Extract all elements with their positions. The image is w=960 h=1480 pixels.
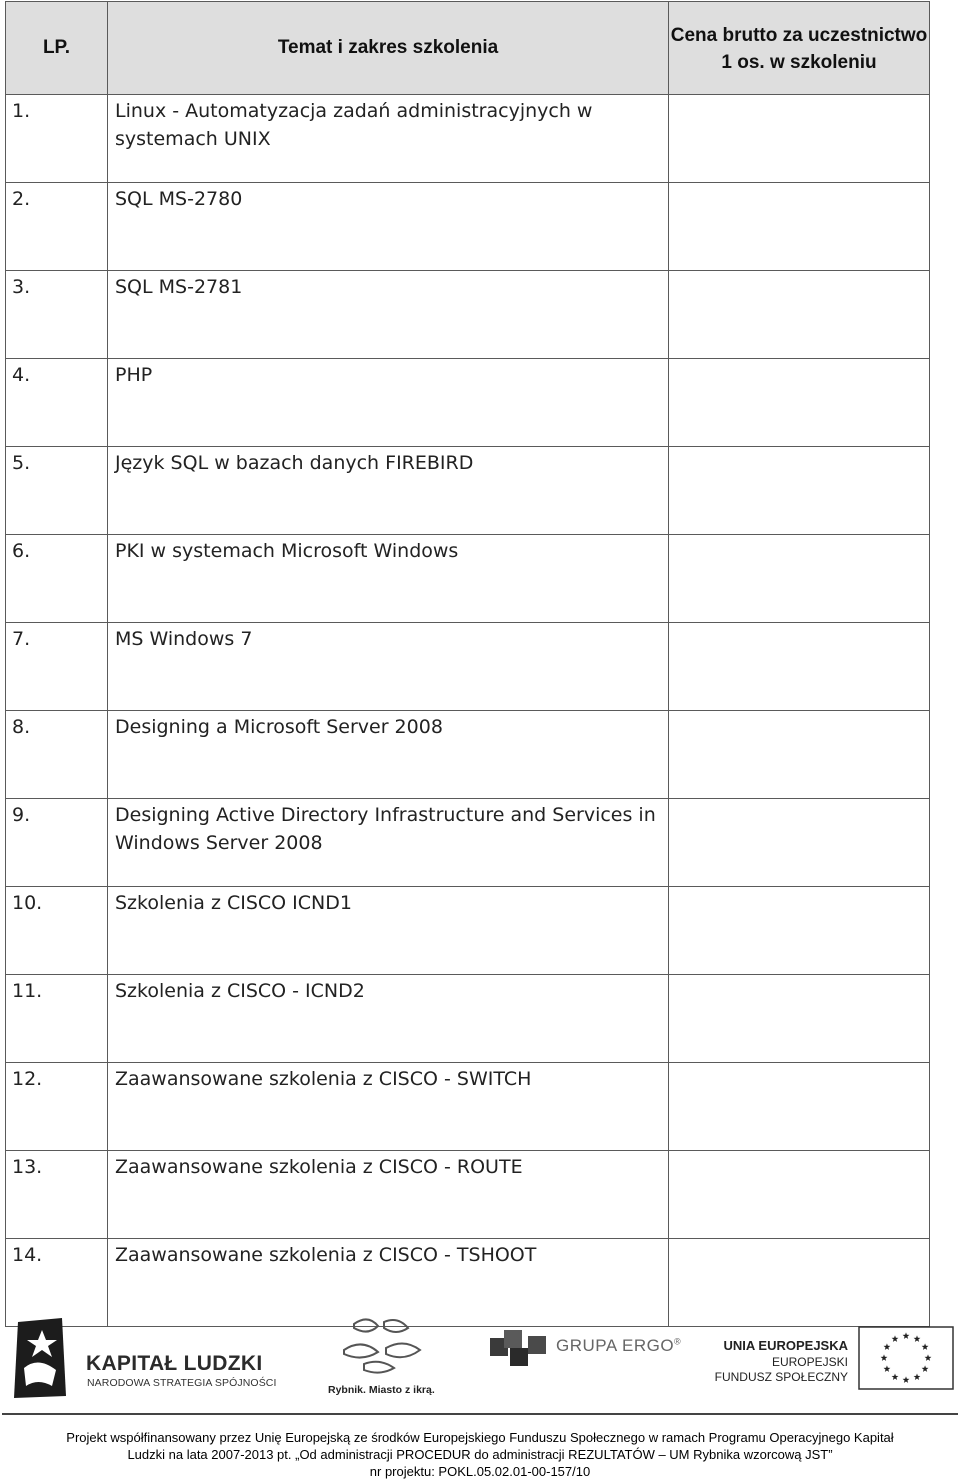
row-number: 14. [6,1239,108,1327]
ergo-cubes-icon [488,1328,552,1370]
table-row [6,271,930,359]
table-header-row [6,2,930,95]
grupa-ergo-name [556,1336,681,1356]
row-price [669,887,930,975]
row-number: 10. [6,887,108,975]
row-number: 5. [6,447,108,535]
kapital-ludzki-subtitle: NARODOWA STRATEGIA SPÓJNOŚCI [87,1377,277,1389]
row-price [669,623,930,711]
row-topic: Zaawansowane szkolenia z CISCO - SWITCH [108,1063,669,1151]
row-number: 8. [6,711,108,799]
row-price [669,975,930,1063]
row-topic: SQL MS-2780 [108,183,669,271]
rybnik-caption: Rybnik. Miasto z ikrą. [328,1384,435,1396]
table-row [6,799,930,887]
row-topic: Szkolenia z CISCO - ICND2 [108,975,669,1063]
row-topic: Zaawansowane szkolenia z CISCO - ROUTE [108,1151,669,1239]
row-topic: PHP [108,359,669,447]
footer-divider [2,1413,958,1415]
ue-fund-line2: FUNDUSZ SPOŁECZNY [714,1370,848,1384]
footer-line-3: nr projektu: POKL.05.02.01-00-157/10 [369,1464,591,1479]
row-price [669,95,930,183]
row-topic: PKI w systemach Microsoft Windows [108,535,669,623]
row-number: 13. [6,1151,108,1239]
kapital-ludzki-logo [12,1316,277,1400]
row-price [669,799,930,887]
table-row [6,623,930,711]
grupa-ergo-logo [488,1328,682,1378]
kapital-ludzki-emblem-icon [12,1316,68,1400]
table-row [6,1063,930,1151]
row-topic: Szkolenia z CISCO ICND1 [108,887,669,975]
row-price [669,359,930,447]
rybnik-fish-icon [334,1314,434,1376]
row-number: 7. [6,623,108,711]
row-price [669,183,930,271]
row-topic: MS Windows 7 [108,623,669,711]
table-row [6,183,930,271]
row-topic: Język SQL w bazach danych FIREBIRD [108,447,669,535]
table-row [6,535,930,623]
unia-europejska-logo [716,1322,956,1394]
row-number: 4. [6,359,108,447]
registered-mark: ® [674,1336,682,1347]
footer [0,1429,960,1480]
row-number: 9. [6,799,108,887]
row-price [669,447,930,535]
row-number: 3. [6,271,108,359]
table-row [6,975,930,1063]
table-row [6,359,930,447]
eu-flag-icon [858,1326,954,1390]
row-number: 1. [6,95,108,183]
footer-line-1: Projekt współfinansowany przez Unię Europejską ze środków Europejskiego Funduszu Społecznego w ramach Programu Operacyjnego Kapitał [66,1430,894,1445]
trainings-table [5,1,930,1327]
row-number: 6. [6,535,108,623]
row-topic: Zaawansowane szkolenia z CISCO - TSHOOT [108,1239,669,1327]
kapital-ludzki-title: KAPITAŁ LUDZKI [86,1352,263,1375]
row-price [669,535,930,623]
row-topic: SQL MS-2781 [108,271,669,359]
row-number: 12. [6,1063,108,1151]
table-row [6,1151,930,1239]
table-row [6,95,930,183]
sponsor-logos [0,1308,960,1408]
row-topic: Designing a Microsoft Server 2008 [108,711,669,799]
grupa-ergo-label: GRUPA ERGO [556,1336,675,1355]
header-lp: LP. [6,2,108,95]
row-number: 11. [6,975,108,1063]
footer-line-2: Ludzki na lata 2007-2013 pt. „Od administracji PROCEDUR do administracji REZULTATÓW – UM Rybnika wzorcową JST” [127,1447,833,1462]
row-topic: Linux - Automatyzacja zadań administracyjnych w systemach UNIX [108,95,669,183]
row-price [669,271,930,359]
header-topic: Temat i zakres szkolenia [108,2,669,95]
row-number: 2. [6,183,108,271]
rybnik-logo [326,1314,436,1400]
header-price: Cena brutto za uczestnictwo 1 os. w szkoleniu [669,2,930,95]
table-row [6,711,930,799]
row-price [669,711,930,799]
table-row [6,887,930,975]
row-price [669,1151,930,1239]
ue-name: UNIA EUROPEJSKA [723,1338,848,1353]
row-topic: Designing Active Directory Infrastructure and Services in Windows Server 2008 [108,799,669,887]
row-price [669,1063,930,1151]
ue-fund-line1: EUROPEJSKI [771,1355,848,1369]
table-row [6,447,930,535]
